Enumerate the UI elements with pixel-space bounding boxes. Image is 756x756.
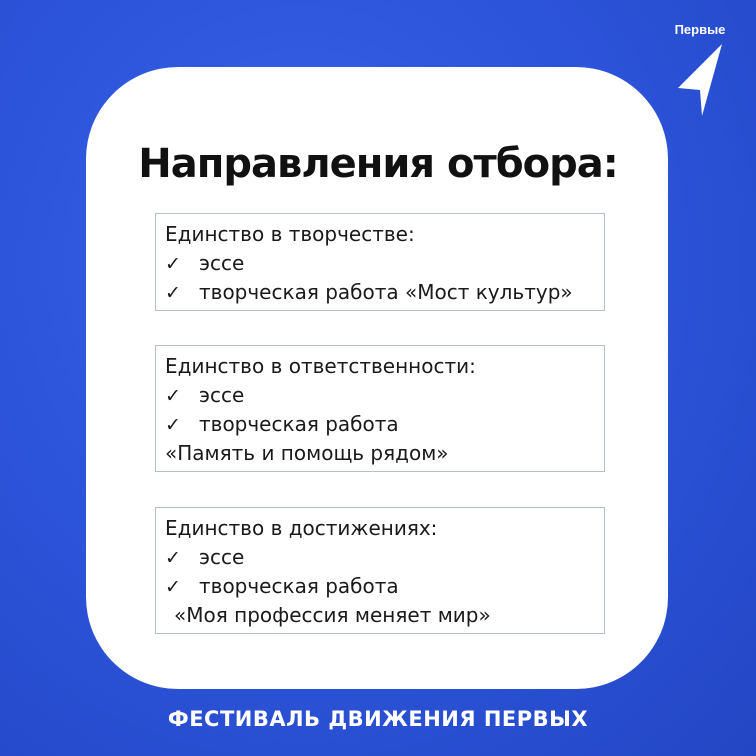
- section-responsibility: [155, 345, 605, 472]
- list-item: [165, 572, 604, 601]
- work-title: «Моя профессия меняет мир»: [174, 603, 491, 627]
- paper-plane-icon: [676, 42, 724, 118]
- checkmark-icon: ✓: [165, 385, 181, 407]
- checkmark-icon: ✓: [165, 253, 181, 275]
- list-item: [165, 410, 604, 439]
- list-item: [165, 278, 604, 307]
- work-title: «Память и помощь рядом»: [165, 441, 449, 465]
- list-item-label: творческая работа «Мост культур»: [199, 280, 573, 304]
- list-item-label: эссе: [199, 383, 245, 407]
- section-creativity: [155, 213, 605, 311]
- checkmark-icon: ✓: [165, 576, 181, 598]
- list-item-label: эссе: [199, 545, 245, 569]
- footer-caption: ФЕСТИВАЛЬ ДВИЖЕНИЯ ПЕРВЫХ: [167, 707, 589, 731]
- list-item: [165, 249, 604, 278]
- list-item-label: творческая работа: [199, 574, 399, 598]
- section-heading: Единство в достижениях:: [165, 516, 438, 540]
- checkmark-icon: ✓: [165, 414, 181, 436]
- list-item: [165, 543, 604, 572]
- list-item-label: творческая работа: [199, 412, 399, 436]
- list-item-label: эссе: [199, 251, 245, 275]
- list-item: [165, 381, 604, 410]
- checkmark-icon: ✓: [165, 282, 181, 304]
- brand-logo: [672, 22, 732, 122]
- section-heading: Единство в творчестве:: [165, 222, 415, 246]
- page-title: Направления отбора:: [138, 141, 618, 187]
- checkmark-icon: ✓: [165, 547, 181, 569]
- section-achievements: [155, 507, 605, 634]
- section-heading: Единство в ответственности:: [165, 354, 476, 378]
- brand-logo-text: Первые: [674, 22, 726, 37]
